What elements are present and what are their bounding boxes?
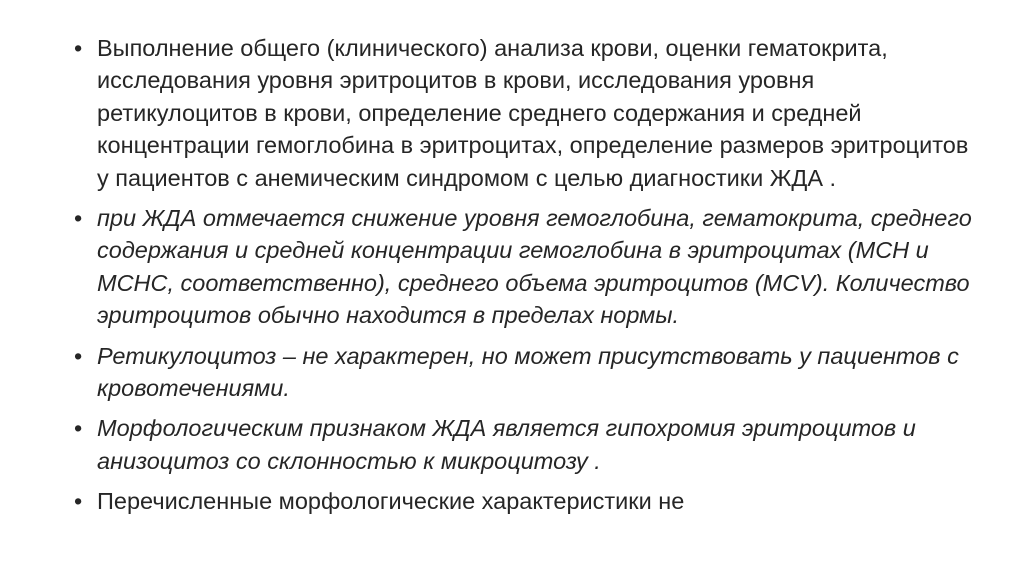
bullet-item-4 <box>74 412 974 477</box>
bullet-item-5 <box>74 485 974 517</box>
bullet-text: Выполнение общего (клинического) анализа крови, оценки гематокрита, исследования уровня эритроцитов в крови, исследования уровня ретикулоцитов в крови, определение среднего содержания и средней концентрации гемоглобина в эритроцитах, определение размеров эритроцитов у пациентов с анемическим синдромом с целью диагностики ЖДА . <box>97 35 969 191</box>
bullet-icon: • <box>74 488 83 515</box>
bullet-list <box>74 32 974 526</box>
bullet-text: при ЖДА отмечается снижение уровня гемоглобина, гематокрита, среднего содержания и средней концентрации гемоглобина в эритроцитах (МСН и МСНС, соответственно), среднего объема эритроцитов (MCV). Количество эритроцитов обычно находится в пределах нормы. <box>97 205 972 329</box>
bullet-icon: • <box>74 205 83 232</box>
bullet-text: Ретикулоцитоз – не характерен, но может присутствовать у пациентов с кровотечениями. <box>97 342 959 402</box>
bullet-text: Морфологическим признаком ЖДА является гипохромия эритроцитов и анизоцитоз со склонностью к микроцитозу . <box>97 415 916 474</box>
bullet-item-2 <box>74 202 974 332</box>
bullet-text: Перечисленные морфологические характеристики не <box>97 488 685 515</box>
bullet-icon: • <box>74 415 83 442</box>
bullet-icon: • <box>74 342 83 369</box>
bullet-item-1 <box>74 32 974 194</box>
bullet-item-3 <box>74 340 974 405</box>
bullet-icon: • <box>74 35 83 61</box>
